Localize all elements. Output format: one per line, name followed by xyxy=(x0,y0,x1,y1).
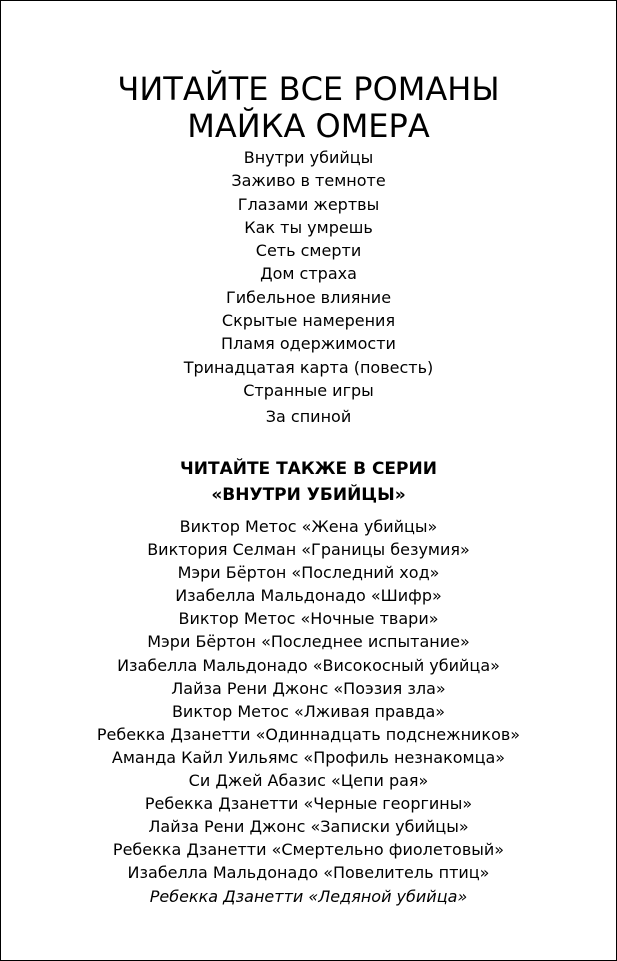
series-book-item: Изабелла Мальдонадо «Повелитель птиц» xyxy=(127,863,490,883)
series-heading-line-2: «ВНУТРИ УБИЙЦЫ» xyxy=(211,485,406,505)
series-book-item: Лайза Рени Джонс «Поэзия зла» xyxy=(171,678,446,698)
series-book-item: Ребекка Дзанетти «Одиннадцать подснежников» xyxy=(96,724,521,744)
page-title-line-1: ЧИТАЙТЕ ВСЕ РОМАНЫ xyxy=(117,70,500,108)
novel-item: Странные игры xyxy=(243,380,374,400)
novel-item: Скрытые намерения xyxy=(221,311,396,331)
series-book-item: Ребекка Дзанетти «Ледяной убийца» xyxy=(149,886,468,906)
series-book-item: Мэри Бёртон «Последнее испытание» xyxy=(147,632,470,652)
series-heading xyxy=(1,456,616,508)
series-book-item: Аманда Кайл Уильямс «Профиль незнакомца» xyxy=(111,747,506,767)
novel-item: Дом страха xyxy=(260,264,357,284)
novel-item: Сеть смерти xyxy=(255,241,362,261)
novels-list xyxy=(1,146,616,429)
series-book-item: Изабелла Мальдонадо «Високосный убийца» xyxy=(117,655,500,675)
novel-item: Гибельное влияние xyxy=(225,287,392,307)
page-title-line-2: МАЙКА ОМЕРА xyxy=(187,107,430,145)
series-book-item: Си Джей Абазис «Цепи рая» xyxy=(188,771,429,791)
series-book-item: Лайза Рени Джонс «Записки убийцы» xyxy=(148,817,469,837)
series-book-item: Изабелла Мальдонадо «Шифр» xyxy=(175,586,442,606)
novel-item: За спиной xyxy=(265,407,352,427)
series-book-item: Виктор Метос «Лживая правда» xyxy=(171,701,446,721)
series-book-item: Виктория Селман «Границы безумия» xyxy=(147,540,470,560)
series-book-item: Мэри Бёртон «Последний ход» xyxy=(177,563,440,583)
series-book-item: Виктор Метос «Жена убийцы» xyxy=(179,517,438,536)
novel-item: Глазами жертвы xyxy=(237,194,380,214)
series-book-item: Ребекка Дзанетти «Черные георгины» xyxy=(144,794,473,814)
series-book-item: Виктор Метос «Ночные твари» xyxy=(178,609,439,629)
novel-item: Внутри убийцы xyxy=(243,148,374,167)
page-title xyxy=(1,71,616,145)
series-book-item: Ребекка Дзанетти «Смертельно фиолетовый» xyxy=(112,840,505,860)
novel-item: Тринадцатая карта (повесть) xyxy=(183,357,434,377)
series-heading-line-1: ЧИТАЙТЕ ТАКЖЕ В СЕРИИ xyxy=(180,459,437,479)
novel-item: Пламя одержимости xyxy=(221,334,396,354)
novel-item: Заживо в темноте xyxy=(231,171,386,191)
series-books-list xyxy=(1,515,616,908)
novel-item: Как ты умрешь xyxy=(244,217,373,237)
